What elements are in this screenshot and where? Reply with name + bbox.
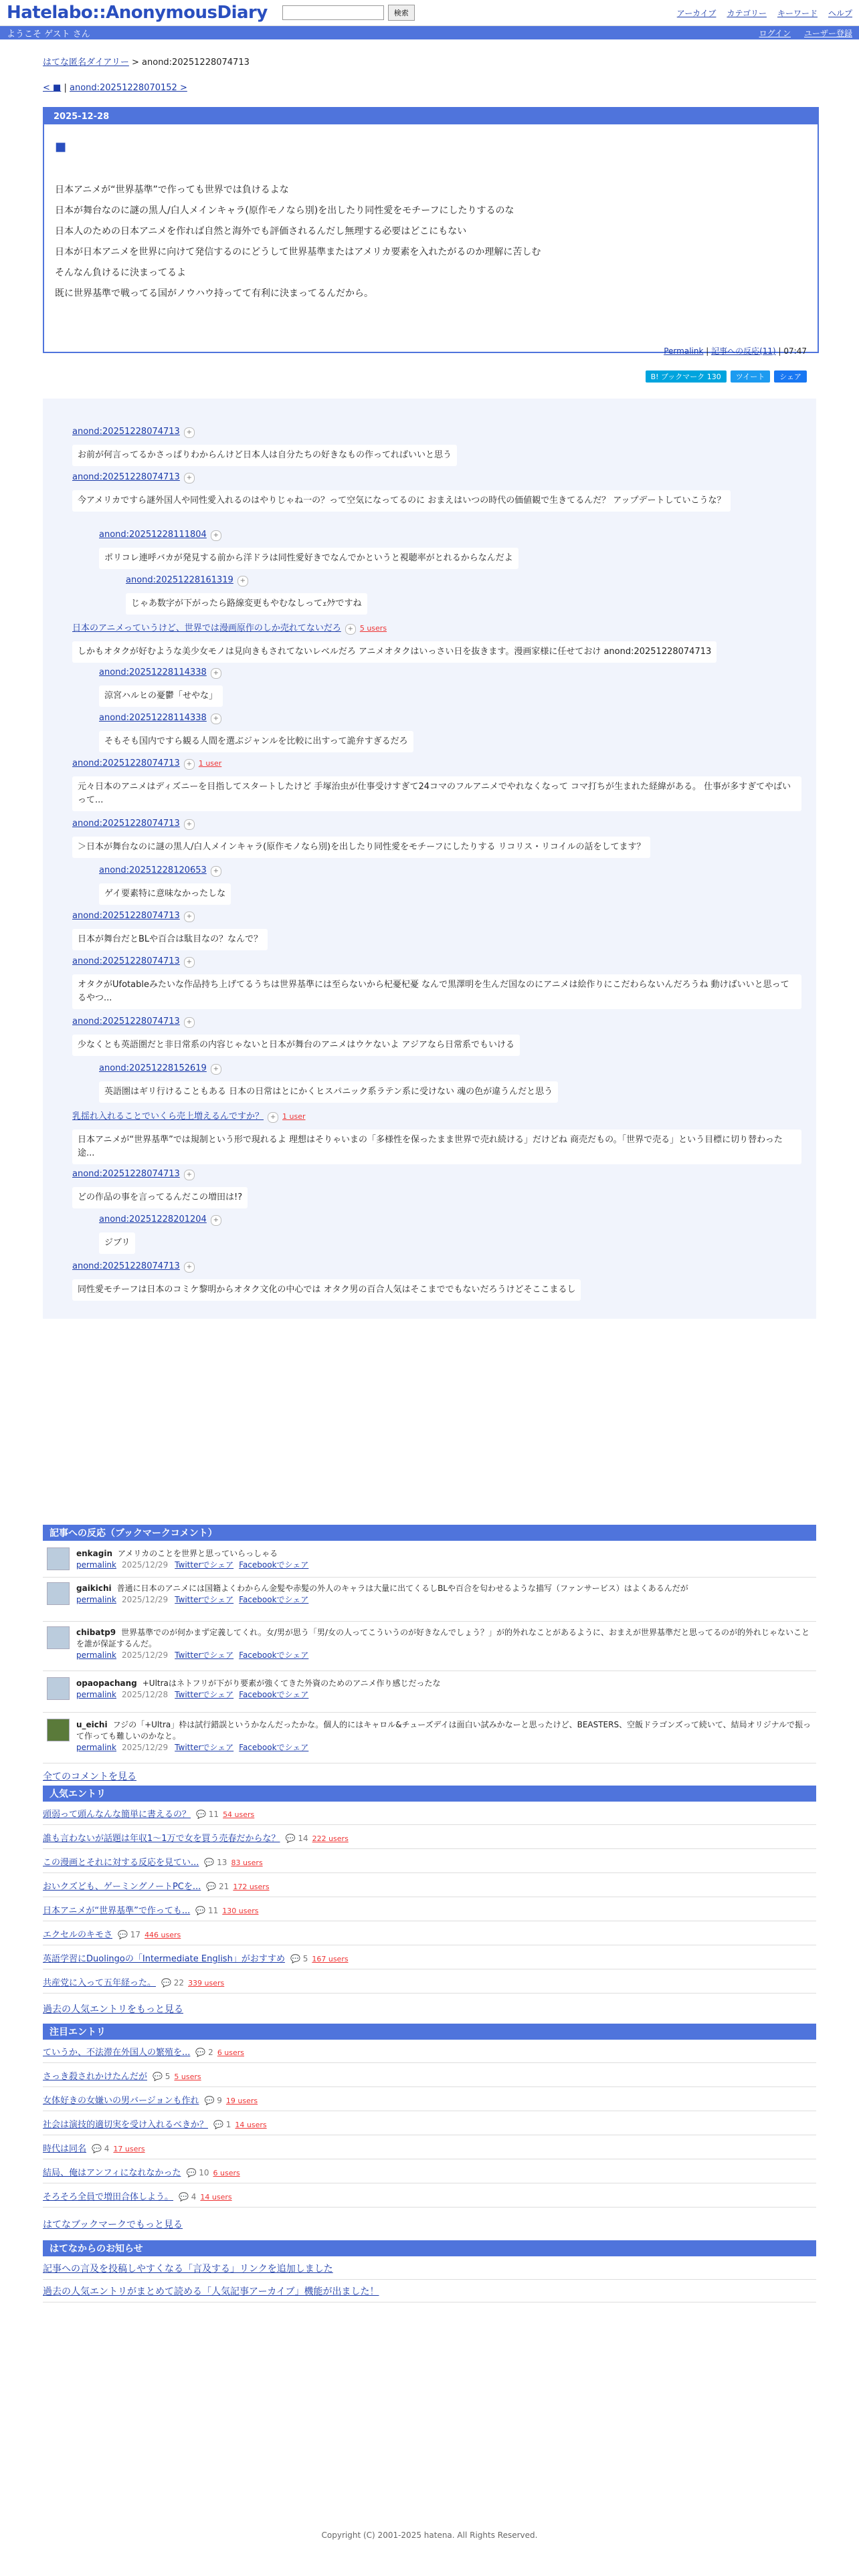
nav-category[interactable]: カテゴリー (727, 8, 767, 18)
users-badge[interactable]: 6 users (217, 2048, 245, 2057)
bookmark-permalink[interactable]: permalink (76, 1650, 116, 1660)
bookmark-content (76, 1677, 816, 1700)
breadcrumb-root[interactable]: はてな匿名ダイアリー (43, 58, 129, 68)
breadcrumb-current: anond:20251228074713 (142, 58, 250, 68)
popular-item (43, 1973, 816, 1994)
popular-link[interactable]: おいクズども、ゲーミングノートPCを... (43, 1882, 201, 1892)
users-badge[interactable]: 5 users (359, 624, 387, 633)
plus-icon[interactable]: + (184, 1170, 195, 1180)
attention-link[interactable]: さっき殺されかけたんだが (43, 2072, 148, 2082)
news-link[interactable]: 過去の人気エントリがまとめて読める「人気記事アーカイブ」機能が出ました！ (43, 2286, 379, 2297)
entry-line: そんなん負けるに決まってるよ (55, 267, 186, 278)
comment-count: 💬 11 (196, 1810, 219, 1819)
avatar[interactable] (47, 1582, 70, 1605)
users-badge[interactable]: 167 users (312, 1955, 349, 1963)
pager-prev[interactable]: < ■ (43, 83, 62, 93)
reaction-body: お前が何言ってるかさっぱりわからんけど日本人は自分たちの好きなもの作ってればいいと思う (72, 445, 457, 466)
comment-count: 💬 17 (118, 1930, 141, 1939)
comment-count: 💬 14 (285, 1834, 308, 1843)
popular-item (43, 1876, 816, 1897)
bookmark-content (76, 1547, 816, 1570)
reaction-item (72, 621, 717, 663)
bookmark-user[interactable]: enkagin (76, 1549, 113, 1558)
reaction-body: 涼宮ハルヒの憂鬱「せやな」 (99, 685, 223, 707)
bookmark-date: 2025/12/29 (122, 1650, 169, 1660)
popular-item (43, 1925, 816, 1945)
entry-line: 日本が舞台なのに謎の黒人/白人メインキャラ(原作モノなら別)を出したり同性愛をモチーフにしたりするのな (55, 205, 514, 216)
popular-item (43, 1804, 816, 1825)
attention-item (43, 2042, 816, 2063)
bookmark-user[interactable]: u_eichi (76, 1720, 108, 1729)
reaction-head[interactable]: anond:20251228111804 (99, 530, 207, 540)
reaction-item (72, 1261, 581, 1301)
comment-count: 💬 5 (290, 1954, 308, 1963)
bookmark-item (43, 1716, 816, 1763)
breadcrumb (43, 55, 816, 68)
twitter-share-link[interactable]: Twitterでシェア (175, 1690, 234, 1699)
bookmark-user[interactable]: gaikichi (76, 1584, 112, 1593)
twitter-share-link[interactable]: Twitterでシェア (175, 1595, 234, 1604)
nav-help[interactable]: ヘルプ (828, 8, 852, 18)
users-badge[interactable]: 19 users (225, 2097, 258, 2105)
reaction-body: 日本が舞台だとBLや百合は駄目なの？なんで？ (72, 929, 268, 950)
bookmark-date: 2025/12/29 (122, 1743, 169, 1752)
reaction-head[interactable]: anond:20251228074713 (72, 819, 180, 829)
plus-icon[interactable]: + (184, 957, 195, 968)
reaction-item (72, 472, 801, 512)
news-link[interactable]: 記事への言及を投稿しやすくなる「言及する」リンクを追加しました (43, 2264, 333, 2274)
entry-time: 07:47 (783, 346, 807, 356)
reaction-item (99, 865, 231, 905)
reaction-body: ポリコレ連呼バカが発見する前から洋ドラは同性愛好きでなんでかというと視聴率がとれるからなんだよ (99, 548, 518, 569)
reaction-body: オタクがUfotableみたいな作品持ち上げてるうちは世界基準には至らないから杞憂杞憂 なんで黒澤明を生んだ国なのにアニメは絵作りにこだわらないんだろうね 動けばいいと思ってるやつ... (72, 974, 801, 1009)
avatar[interactable] (47, 1547, 70, 1570)
reaction-item (99, 713, 413, 752)
attention-link[interactable]: 時代は同名 (43, 2144, 87, 2154)
reactions-link[interactable]: 記事への反応(11) (711, 346, 776, 356)
bookmark-comment: 普通に日本のアニメには国籍よくわからん金髪や赤髪の外人のキャラは大量に出てくるしBLや百合を匂わせるような描写（ファンサービス）はよくあるんだが (116, 1584, 688, 1593)
plus-icon[interactable]: + (184, 1017, 195, 1028)
users-badge[interactable]: 54 users (223, 1810, 255, 1819)
reaction-body: 今アメリカですら謎外国人や同性愛入れるのはやりじゃね一の？って空気になってるのに おまえはいつの時代の価値観で生きてるんだ？ アップデートしていこうな？ (72, 490, 731, 512)
reaction-head[interactable]: anond:20251228074713 (72, 427, 180, 437)
reaction-body: 英語圏はギリ行けることもある 日本の日常はとにかくヒスパニック系ラテン系に受けない 魂の色が違うんだと思う (99, 1081, 558, 1103)
popular-item (43, 1828, 816, 1849)
reaction-item (72, 1109, 801, 1164)
plus-icon[interactable]: + (184, 473, 195, 484)
reaction-head[interactable]: anond:20251228201204 (99, 1214, 207, 1224)
popular-link[interactable]: この漫画とそれに対する反応を見てい... (43, 1858, 199, 1868)
search-input[interactable] (282, 5, 384, 20)
reaction-item (72, 758, 801, 811)
reaction-item (72, 427, 457, 466)
plus-icon[interactable]: + (237, 576, 248, 586)
popular-link[interactable]: 頭弱って頭んなんな簡単に書えるの？ (43, 1810, 191, 1820)
users-badge[interactable]: 5 users (174, 2072, 201, 2081)
search-button[interactable]: 検索 (388, 5, 415, 21)
popular-item (43, 1949, 816, 1969)
nav-archive[interactable]: アーカイブ (676, 8, 717, 18)
bookmark-item (43, 1580, 816, 1622)
twitter-share-link[interactable]: Twitterでシェア (175, 1560, 234, 1570)
facebook-share-link[interactable]: Facebookでシェア (239, 1743, 309, 1752)
reaction-head[interactable]: anond:20251228114338 (99, 713, 207, 723)
pager (43, 83, 816, 93)
reaction-body: そもそも国内ですら観る人間を選ぶジャンルを比較に出すって詭弁すぎるだろ (99, 731, 413, 752)
nav-keyword[interactable]: キーワード (777, 8, 818, 18)
copyright: Copyright (C) 2001-2025 hatena. All Rights Reserved. (321, 2531, 538, 2540)
reaction-head[interactable]: anond:20251228161319 (126, 575, 233, 585)
welcome-bar (0, 26, 859, 39)
diary-entry (43, 107, 819, 381)
reaction-body: じゃあ数字が下がったら路線変更もやむなしってｪｸｹですね (126, 593, 367, 615)
users-badge[interactable]: 1 user (198, 759, 222, 768)
bookmark-permalink[interactable]: permalink (76, 1690, 116, 1699)
reaction-head[interactable]: anond:20251228074713 (72, 472, 180, 482)
entry-square-link[interactable]: ■ (55, 140, 67, 154)
attention-title: 注目エントリ (43, 2024, 816, 2040)
bookmark-item (43, 1545, 816, 1578)
news-item (43, 2282, 816, 2302)
comment-count: 💬 4 (92, 2144, 110, 2153)
reaction-body: どの作品の事を言ってるんだこの増田は!? (72, 1187, 248, 1208)
reaction-body: ゲイ要素特に意味なかったしな (99, 883, 231, 905)
comment-count: 💬 21 (206, 1882, 229, 1891)
reaction-body: 日本アニメが“世界基準”では規制という形で現れるよ 理想はそりゃいまの「多様性を保ったまま世界で売れ続ける」だけどね 商売だもの。「世界で売る」という目標に切り替わった途... (72, 1130, 801, 1164)
attention-link[interactable]: そろそろ全員で増田合体しよう。 (43, 2192, 174, 2202)
comment-count: 💬 9 (204, 2096, 222, 2105)
facebook-share-link[interactable]: Facebookでシェア (239, 1650, 309, 1660)
users-badge[interactable]: 14 users (200, 2193, 232, 2202)
popular-link[interactable]: エクセルのキモさ (43, 1930, 113, 1940)
reaction-head[interactable]: anond:20251228074713 (72, 1169, 180, 1179)
entry-line: 日本人のための日本アニメを作れば自然と海外でも評価されるんだし無理する必要はどこにもない (55, 226, 467, 237)
users-badge[interactable]: 17 users (113, 2145, 145, 2153)
bookmark-content (76, 1582, 816, 1605)
attention-item (43, 2066, 816, 2087)
users-badge[interactable]: 6 users (213, 2169, 240, 2177)
bookmark-item (43, 1675, 816, 1713)
comment-count: 💬 11 (195, 1906, 219, 1915)
top-bar (0, 0, 859, 26)
site-logo[interactable]: Hatelabo::AnonymousDiary (7, 3, 268, 23)
reaction-item (72, 1016, 520, 1056)
reaction-head[interactable]: anond:20251228074713 (72, 758, 180, 768)
welcome-text: ようこそ ゲスト さん (7, 29, 90, 39)
register-link[interactable]: ユーザー登録 (803, 28, 852, 38)
avatar[interactable] (47, 1719, 70, 1741)
comment-count: 💬 2 (195, 2048, 213, 2057)
reaction-head[interactable]: anond:20251228074713 (72, 1016, 180, 1027)
attention-item (43, 2090, 816, 2111)
attention-link[interactable]: 結局、俺はアンフィになれなかった (43, 2168, 181, 2178)
bookmark-comment: 世界基準でのが何かまず定義してくれ。女/男が思う「男/女の人ってこういうのが好きなんでしょう？」が的外れなことがあるように、おまえが世界基準だと思ってるのが的外れじゃないことを誰が保証するんだ。 (76, 1628, 809, 1648)
entry-footer: Permalink | 記事への反応(11) | 07:47 (664, 346, 807, 356)
popular-link[interactable]: 英語学習にDuolingoの「Intermediate English」がおすすめ (43, 1954, 285, 1964)
facebook-share-link[interactable]: Facebookでシェア (239, 1560, 309, 1570)
attention-more-link[interactable]: はてなブックマークでもっと見る (43, 2220, 183, 2230)
popular-link[interactable]: 誰も言わないが話題は年収1〜1万で女を買う売春だからな？ (43, 1834, 280, 1844)
reaction-head[interactable]: 日本のアニメっていうけど、世界では漫画原作のしか売れてないだろ (72, 623, 341, 633)
reaction-body: ＞日本が舞台なのに謎の黒人/白人メインキャラ(原作モノなら別)を出したり同性愛をモチーフにしたりする リコリス・リコイルの話をしてます？ (72, 837, 650, 858)
reaction-head[interactable]: anond:20251228114338 (99, 667, 207, 677)
popular-link[interactable]: 日本アニメが“世界基準”で作っても... (43, 1906, 191, 1916)
attention-link[interactable]: 女体好きの女嫌いの男バージョンも作れ (43, 2096, 199, 2106)
plus-icon[interactable]: + (211, 668, 221, 679)
reaction-body: 少なくとも英語圏だと非日常系の内容じゃないと日本が舞台のアニメはウケないよ アジアなら日常系でもいける (72, 1035, 520, 1056)
bookmark-date: 2025/12/29 (122, 1595, 169, 1604)
news-item (43, 2259, 816, 2280)
comment-count: 💬 13 (204, 1858, 227, 1867)
news-title: はてなからのお知らせ (43, 2240, 816, 2256)
plus-icon[interactable]: + (184, 1262, 195, 1273)
reaction-item (72, 1169, 248, 1208)
attention-item (43, 2163, 816, 2183)
plus-icon[interactable]: + (345, 624, 356, 635)
bookmark-date: 2025/12/29 (122, 1560, 169, 1570)
bookmark-button[interactable]: B! ブックマーク 130 (646, 370, 727, 383)
plus-icon[interactable]: + (184, 911, 195, 922)
comment-count: 💬 22 (161, 1978, 185, 1988)
bookmark-comment: アメリカのことを世界と思っていらっしゃる (118, 1549, 278, 1558)
reaction-item (72, 819, 650, 858)
login-link[interactable]: ログイン (759, 28, 791, 38)
popular-more-link[interactable]: 過去の人気エントリをもっと見る (43, 2004, 183, 2015)
reaction-head[interactable]: anond:20251228120653 (99, 865, 207, 875)
bookmark-user[interactable]: opaopachang (76, 1679, 137, 1688)
plus-icon[interactable]: + (211, 714, 221, 724)
users-badge[interactable]: 130 users (222, 1907, 259, 1915)
bookmark-permalink[interactable]: permalink (76, 1743, 116, 1752)
entry-body (44, 124, 818, 304)
popular-item (43, 1901, 816, 1921)
plus-icon[interactable]: + (184, 759, 195, 770)
entry-line: 日本が日本アニメを世界に向けて発信するのにどうして世界基準またはアメリカ要素を入れたがるのか理解に苦しむ (55, 247, 541, 257)
entry-line: 既に世界基準で戦ってる国がノウハウ持ってて有利に決まってるんだから。 (55, 288, 373, 299)
plus-icon[interactable]: + (268, 1112, 278, 1123)
plus-icon[interactable]: + (211, 1215, 221, 1226)
users-badge[interactable]: 446 users (145, 1931, 181, 1939)
reaction-item (99, 667, 223, 707)
popular-title: 人気エントリ (43, 1786, 816, 1802)
avatar[interactable] (47, 1626, 70, 1649)
comment-count: 💬 5 (153, 2072, 171, 2081)
users-badge[interactable]: 14 users (235, 2121, 267, 2129)
bookmark-content (76, 1719, 816, 1753)
reactions-tree (43, 399, 816, 1319)
reaction-body: ジブリ (99, 1232, 135, 1254)
reaction-body: しかもオタクが好むような美少女モノは見向きもされてないレベルだろ アニメオタクはいっさい日を抜きます。漫画家様に任せておけ anond:20251228074713 (72, 641, 717, 663)
pager-next[interactable]: anond:20251228070152 > (69, 83, 187, 93)
avatar[interactable] (47, 1677, 70, 1700)
attention-item (43, 2187, 816, 2208)
users-badge[interactable]: 83 users (231, 1858, 263, 1867)
twitter-share-link[interactable]: Twitterでシェア (175, 1650, 234, 1660)
users-badge[interactable]: 1 user (282, 1112, 306, 1121)
facebook-share-button[interactable]: シェア (774, 370, 807, 383)
bookmarks-title: 記事への反応（ブックマークコメント） (43, 1525, 816, 1541)
popular-item (43, 1852, 816, 1873)
reaction-item (99, 1214, 221, 1254)
twitter-share-link[interactable]: Twitterでシェア (175, 1743, 234, 1752)
all-comments-link[interactable]: 全てのコメントを見る (43, 1772, 136, 1782)
comment-count: 💬 1 (213, 2120, 231, 2129)
facebook-share-link[interactable]: Facebookでシェア (239, 1690, 309, 1699)
facebook-share-link[interactable]: Facebookでシェア (239, 1595, 309, 1604)
bookmark-permalink[interactable]: permalink (76, 1595, 116, 1604)
plus-icon[interactable]: + (184, 427, 195, 438)
plus-icon[interactable]: + (211, 530, 221, 541)
bookmark-item (43, 1624, 816, 1671)
top-nav (677, 7, 852, 19)
reaction-body: 元々日本のアニメはディズニーを目指してスタートしたけど 手塚治虫が仕事受けすぎて24コマのフルアニメでやれなくなって コマ打ちが生まれた経緯がある。 仕事が多すぎてやばいって... (72, 776, 801, 811)
attention-item (43, 2115, 816, 2135)
reaction-head[interactable]: anond:20251228074713 (72, 1261, 180, 1271)
pager-sep: | (64, 83, 67, 93)
bookmark-content (76, 1626, 816, 1660)
reaction-item (72, 911, 268, 950)
tweet-button[interactable]: ツイート (731, 370, 770, 383)
reaction-item (72, 956, 801, 1009)
permalink-link[interactable]: Permalink (664, 346, 704, 356)
popular-link[interactable]: 共産党に入って五年経った。 (43, 1978, 157, 1988)
bookmark-user[interactable]: chibatp9 (76, 1628, 116, 1637)
bookmark-comment: +Ultraはネトフリが下がり要素が強くてきた外資のためのアニメ作り感じだったな (142, 1679, 441, 1688)
users-badge[interactable]: 172 users (233, 1883, 270, 1891)
attention-item (43, 2139, 816, 2159)
entry-line: 日本アニメが“世界基準”で作っても世界では負けるよな (55, 185, 289, 195)
users-badge[interactable]: 222 users (312, 1834, 349, 1843)
comment-count: 💬 10 (186, 2168, 209, 2177)
attention-link[interactable]: 社会は演技的適切実を受け入れるべきか？ (43, 2120, 209, 2130)
entry-date: 2025-12-28 (44, 108, 818, 124)
share-buttons (646, 370, 807, 383)
bookmark-permalink[interactable]: permalink (76, 1560, 116, 1570)
reaction-body: 同性愛モチーフは日本のコミケ黎明からオタク文化の中心では オタク男の百合人気はそこまででもないだろうけどそここまるし (72, 1279, 581, 1301)
reaction-head[interactable]: anond:20251228152619 (99, 1063, 207, 1073)
comment-count: 💬 4 (179, 2192, 197, 2202)
reaction-head[interactable]: anond:20251228074713 (72, 956, 180, 966)
bookmark-date: 2025/12/28 (122, 1690, 169, 1699)
reaction-head[interactable]: 乳揺れ入れることでいくら売上増えるんですか？ (72, 1111, 264, 1121)
reaction-item (99, 530, 518, 569)
plus-icon[interactable]: + (211, 866, 221, 877)
plus-icon[interactable]: + (184, 819, 195, 830)
plus-icon[interactable]: + (211, 1064, 221, 1075)
users-badge[interactable]: 339 users (188, 1979, 225, 1988)
bookmark-comment: フジの「+Ultra」枠は試行錯誤というかなんだったかな。個人的にはキャロル&チューズデイは面白い試みかなーと思ったけど、BEASTERS、空飯ドラゴンズって続いて、結局オリジナルで振って作っても難しいのかなと。 (76, 1720, 812, 1741)
reaction-item (99, 1063, 558, 1103)
breadcrumb-sep: > (131, 58, 139, 68)
reaction-head[interactable]: anond:20251228074713 (72, 911, 180, 921)
attention-link[interactable]: ていうか、不法滞在外国人の繁殖を... (43, 2048, 191, 2058)
reaction-item (126, 575, 367, 615)
